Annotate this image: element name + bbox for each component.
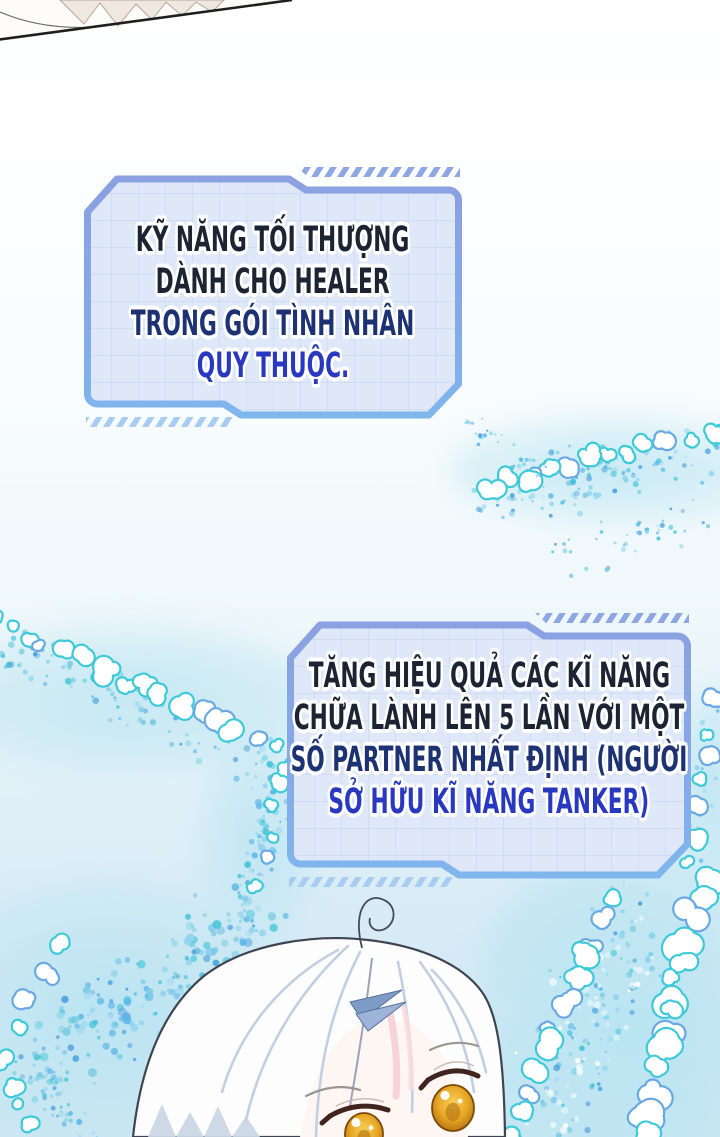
- skill-box-2-line-2: CHỮA LÀNH LÊN 5 LẦN VỚI MỘT: [293, 698, 685, 738]
- skill-box-2-line-1: TĂNG HIỆU QUẢ CÁC KĨ NĂNG: [308, 656, 670, 696]
- skill-box-1-line-3: TRONG GÓI TÌNH NHÂN: [131, 304, 415, 344]
- skill-box-2-line-3: SỐ PARTNER NHẤT ĐỊNH (NGƯỜI: [290, 740, 688, 780]
- skill-box-1-line-4: QUY THUỘC.: [196, 346, 350, 386]
- skill-box-1-line-2: DÀNH CHO HEALER: [156, 262, 390, 302]
- skill-box-2-line-4: SỞ HỮU KĨ NĂNG TANKER): [328, 782, 650, 822]
- skill-box-1-line-1: KỸ NĂNG TỐI THƯỢNG: [136, 220, 410, 260]
